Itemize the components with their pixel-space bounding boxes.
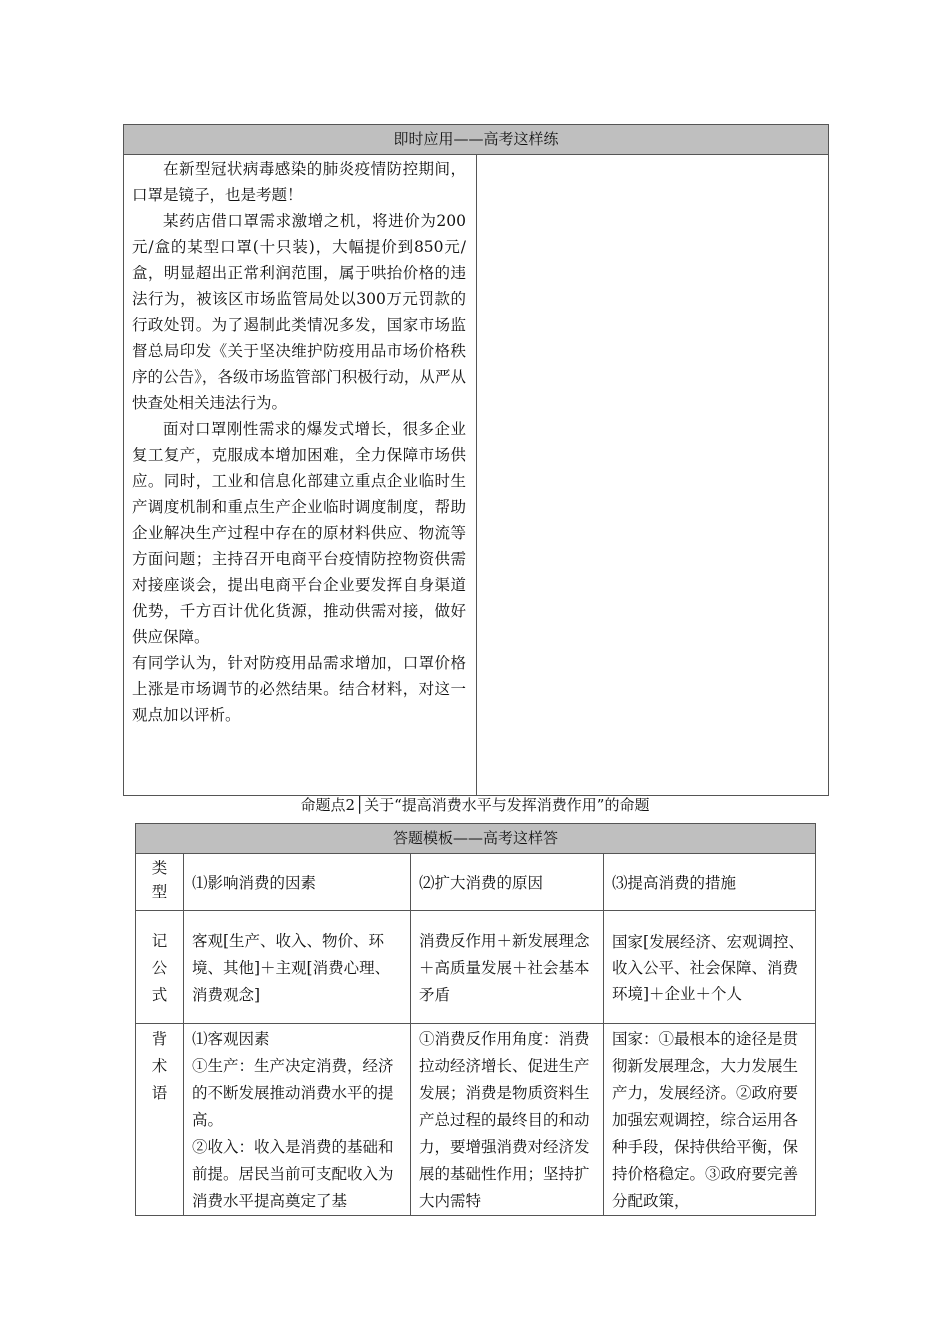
terms-line: ①消费反作用角度：消费拉动经济增长、促进生产发展；消费是物质资料生产总过程的最终目的和动力，要增强消费对经济发展的基础性作用；坚持扩大内需特 <box>419 1030 590 1210</box>
material-paragraph: 面对口罩刚性需求的爆发式增长，很多企业复工复产，克服成本增加困难，全力保障市场供应。同时，工业和信息化部建立重点企业临时生产调度机制和重点生产企业临时调度制度，帮助企业解决生产过程中存在的原材料供应、物流等方面问题；主持召开电商平台疫情防控物资供需对接座谈会，提出电商平台企业要发挥自身渠道优势，千方百计优化货源，推动供需对接，做好供应保障。 <box>132 420 466 646</box>
practice-table <box>123 124 829 796</box>
column-header: ⑴影响消费的因素 <box>184 854 411 911</box>
terms-line: 国家：①最根本的途径是贯彻新发展理念，大力发展生产力，发展经济。②政府要加强宏观调控，综合运用各种手段，保持供给平衡，保持价格稳定。③政府要完善分配政策， <box>612 1030 799 1210</box>
terms-line: ①生产：生产决定消费，经济的不断发展推动消费水平的提高。 <box>192 1057 394 1129</box>
formula-cell: 客观[生产、收入、物价、环境、其他]＋主观[消费心理、消费观念] <box>184 911 411 1024</box>
practice-table-header: 即时应用——高考这样练 <box>124 125 829 155</box>
column-header: ⑵扩大消费的原因 <box>411 854 604 911</box>
material-paragraph: 在新型冠状病毒感染的肺炎疫情防控期间，口罩是镜子，也是考题！ <box>132 160 466 204</box>
terms-line: ②收入：收入是消费的基础和前提。居民当前可支配收入为消费水平提高奠定了基 <box>192 1138 394 1210</box>
column-header: ⑶提高消费的措施 <box>604 854 816 911</box>
type-label: 类型 <box>136 854 184 911</box>
template-table-header: 答题模板——高考这样答 <box>136 824 816 854</box>
formula-cell: 消费反作用＋新发展理念＋高质量发展＋社会基本矛盾 <box>411 911 604 1024</box>
formula-label: 记公式 <box>136 911 184 1024</box>
terms-cell <box>604 1024 816 1216</box>
answer-blank-cell <box>477 155 829 796</box>
material-cell <box>124 155 477 796</box>
terms-line: ⑴客观因素 <box>192 1030 270 1048</box>
template-table <box>135 823 816 1216</box>
question-paragraph: 有同学认为，针对防疫用品需求增加，口罩价格上涨是市场调节的必然结果。结合材料，对这一观点加以评析。 <box>132 654 466 724</box>
section-caption: 命题点2│关于“提高消费水平与发挥消费作用”的命题 <box>300 796 650 814</box>
terms-cell <box>184 1024 411 1216</box>
terms-label: 背术语 <box>136 1024 184 1216</box>
material-paragraph: 某药店借口罩需求激增之机，将进价为200元/盒的某型口罩(十只装)，大幅提价到850元/盒，明显超出正常利润范围，属于哄抬价格的违法行为，被该区市场监管局处以300万元罚款的行政处罚。为了遏制此类情况多发，国家市场监督总局印发《关于坚决维护防疫用品市场价格秩序的公告》，各级市场监管部门积极行动，从严从快查处相关违法行为。 <box>132 212 466 412</box>
terms-cell <box>411 1024 604 1216</box>
formula-cell: 国家[发展经济、宏观调控、收入公平、社会保障、消费环境]＋企业＋个人 <box>604 911 816 1024</box>
